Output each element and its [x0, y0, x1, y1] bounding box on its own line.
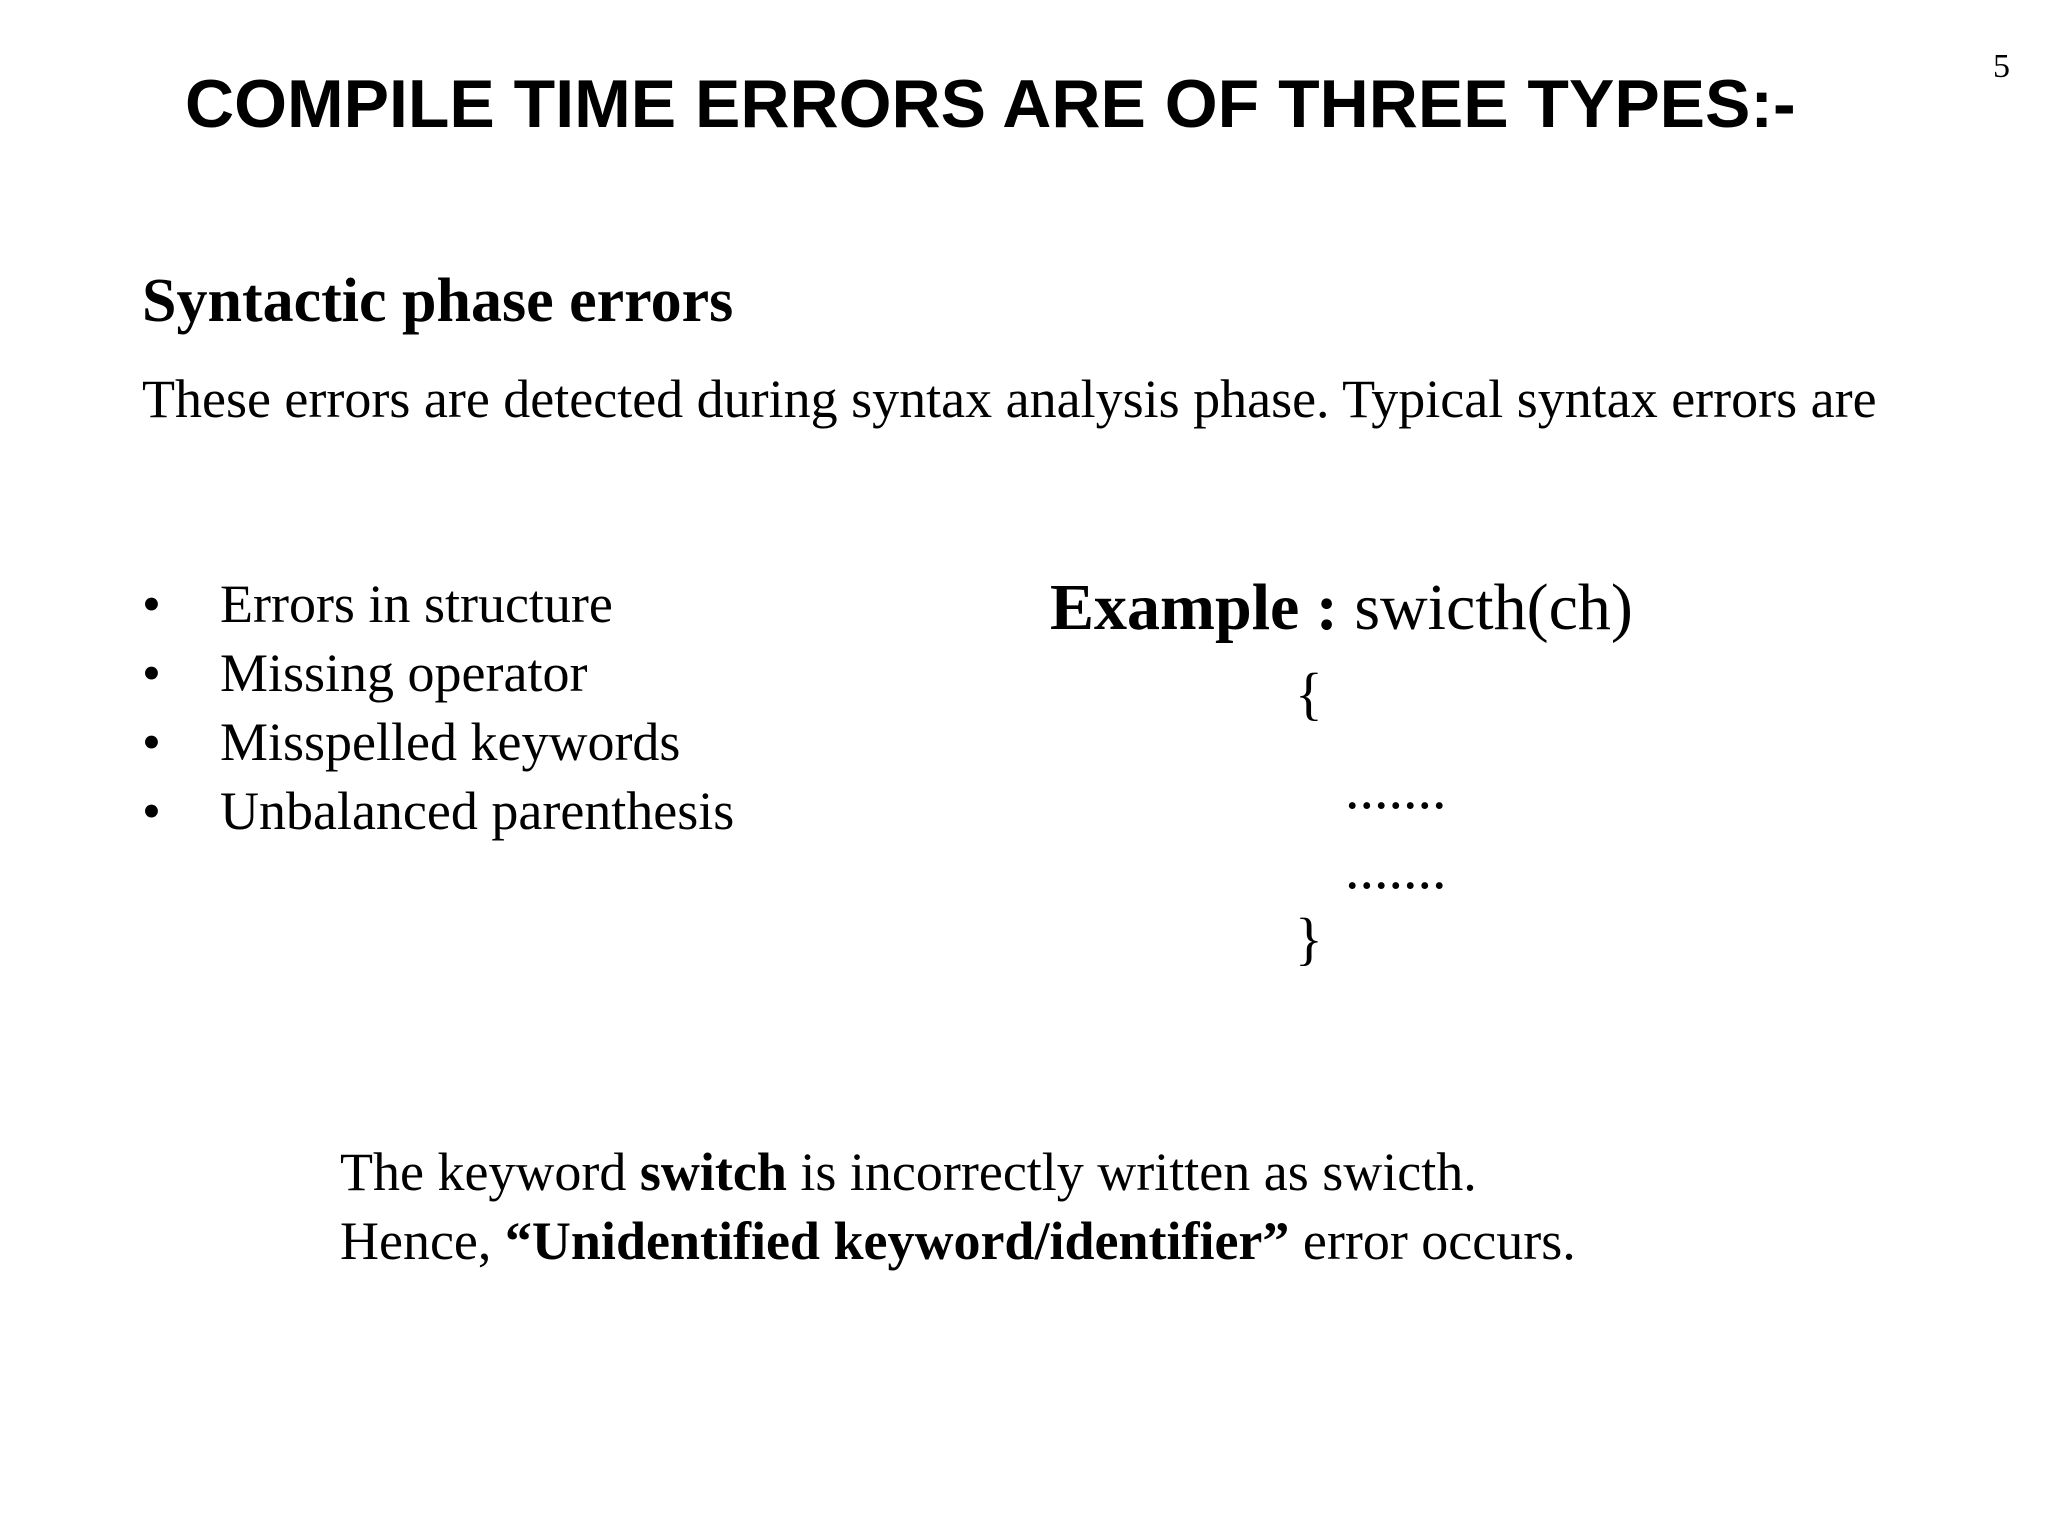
list-item-text: Misspelled keywords	[220, 712, 681, 772]
explanation-line-1	[340, 1138, 1576, 1207]
bullet-icon: •	[142, 781, 161, 841]
bullet-icon: •	[142, 643, 161, 703]
page-number: 5	[1993, 48, 2010, 85]
keyword-emphasis: switch	[639, 1142, 787, 1202]
explanation-text: is incorrectly written as swicth.	[786, 1142, 1477, 1202]
list-item-text: Errors in structure	[220, 574, 613, 634]
list-item	[142, 639, 734, 708]
example-label: Example :	[1050, 571, 1338, 644]
bullet-icon: •	[142, 574, 161, 634]
bullet-icon: •	[142, 712, 161, 772]
explanation	[340, 1138, 1576, 1276]
explanation-text: The keyword	[340, 1142, 640, 1202]
example-header	[1050, 571, 1633, 644]
section-heading: Syntactic phase errors	[142, 267, 734, 335]
code-ellipsis-line: .......	[1345, 756, 1447, 821]
error-message-emphasis: “Unidentified keyword/identifier”	[504, 1211, 1290, 1271]
list-item	[142, 777, 734, 846]
list-item-text: Missing operator	[220, 643, 588, 703]
code-brace-open: {	[1295, 661, 1323, 726]
explanation-line-2	[340, 1207, 1576, 1276]
explanation-text: Hence,	[340, 1211, 505, 1271]
explanation-text: error occurs.	[1289, 1211, 1576, 1271]
section-description: These errors are detected during syntax analysis phase. Typical syntax errors are	[142, 369, 1877, 429]
list-item	[142, 570, 734, 639]
list-item	[142, 708, 734, 777]
code-brace-close: }	[1295, 906, 1323, 971]
code-ellipsis-line: .......	[1345, 836, 1447, 901]
slide-title: COMPILE TIME ERRORS ARE OF THREE TYPES:-	[185, 66, 1796, 142]
example-code-first-line: swicth(ch)	[1354, 571, 1633, 644]
error-bullet-list	[142, 570, 734, 846]
list-item-text: Unbalanced parenthesis	[220, 781, 735, 841]
